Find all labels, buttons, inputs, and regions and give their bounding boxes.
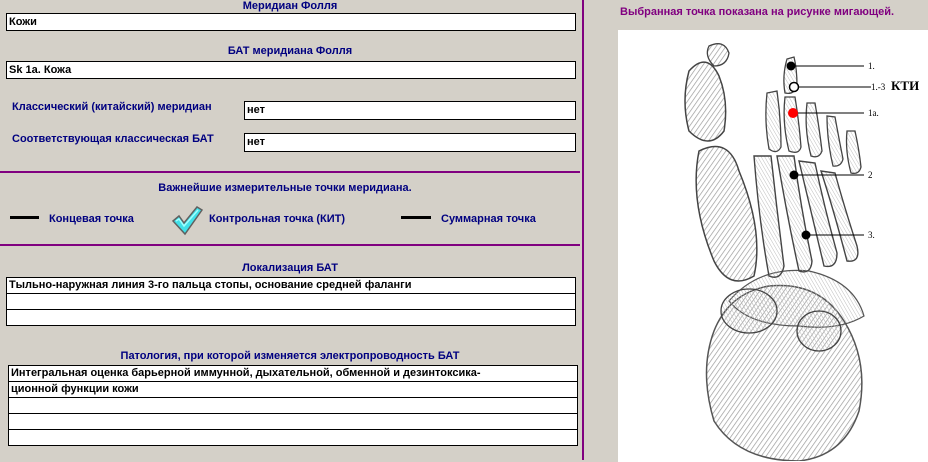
- meridian-field[interactable]: Кожи: [6, 13, 576, 31]
- point-1a-marker: [788, 108, 798, 118]
- vertical-separator: [582, 0, 584, 460]
- label-kti: КТИ: [891, 78, 920, 93]
- classic-meridian-label: Классический (китайский) меридиан: [12, 101, 212, 113]
- end-point-line-icon: [10, 216, 39, 219]
- localization-title: Локализация БАТ: [242, 262, 338, 274]
- localization-cell[interactable]: Тыльно-наружная линия 3-го пальца стопы, основание средней фаланги: [7, 278, 576, 294]
- classic-meridian-field[interactable]: нет: [244, 101, 576, 120]
- measure-title: Важнейшие измерительные точки меридиана.: [158, 182, 412, 194]
- label-1a: 1а.: [868, 108, 879, 118]
- label-1-3: 1.-3: [871, 82, 886, 92]
- localization-cell[interactable]: [7, 294, 576, 310]
- end-point-label: Концевая точка: [49, 213, 134, 225]
- table-row: [9, 414, 578, 430]
- meridian-title: Меридиан Фолля: [242, 0, 338, 12]
- separator-1: [0, 171, 580, 173]
- localization-table[interactable]: [6, 277, 576, 326]
- label-3: 3.: [868, 230, 875, 240]
- classic-bat-label: Соответствующая классическая БАТ: [12, 133, 214, 145]
- pathology-table[interactable]: [8, 365, 578, 446]
- table-row: [7, 294, 576, 310]
- localization-cell[interactable]: [7, 310, 576, 326]
- picture-caption: Выбранная точка показана на рисунке мигающей.: [620, 6, 895, 18]
- point-1-3-marker: [790, 83, 799, 92]
- table-row: [7, 278, 576, 294]
- sum-point-label: Суммарная точка: [441, 213, 536, 225]
- checkmark-icon: [171, 204, 203, 236]
- table-row: [9, 382, 578, 398]
- table-row: [9, 398, 578, 414]
- pathology-cell[interactable]: [9, 430, 578, 446]
- classic-bat-field[interactable]: нет: [244, 133, 576, 152]
- table-row: [7, 310, 576, 326]
- table-row: [9, 430, 578, 446]
- table-row: [9, 366, 578, 382]
- point-2-marker: [790, 171, 799, 180]
- bat-title: БАТ меридиана Фолля: [227, 45, 353, 57]
- label-1: 1.: [868, 61, 875, 71]
- point-1-marker: [787, 62, 796, 71]
- point-3-marker: [802, 231, 811, 240]
- pathology-cell[interactable]: Интегральная оценка барьерной иммунной, дыхательной, обменной и дезинтоксика-: [9, 366, 578, 382]
- separator-2: [0, 244, 580, 246]
- bat-field[interactable]: Sk 1а. Кожа: [6, 61, 576, 79]
- pathology-cell[interactable]: [9, 414, 578, 430]
- control-point-label: Контрольная точка (КИТ): [209, 213, 346, 225]
- foot-skeleton-image: [618, 30, 928, 462]
- sum-point-line-icon: [401, 216, 431, 219]
- pathology-cell[interactable]: [9, 398, 578, 414]
- pathology-cell[interactable]: ционной функции кожи: [9, 382, 578, 398]
- label-2: 2: [868, 170, 873, 180]
- pathology-title: Патология, при которой изменяется электропроводность БАТ: [120, 350, 460, 362]
